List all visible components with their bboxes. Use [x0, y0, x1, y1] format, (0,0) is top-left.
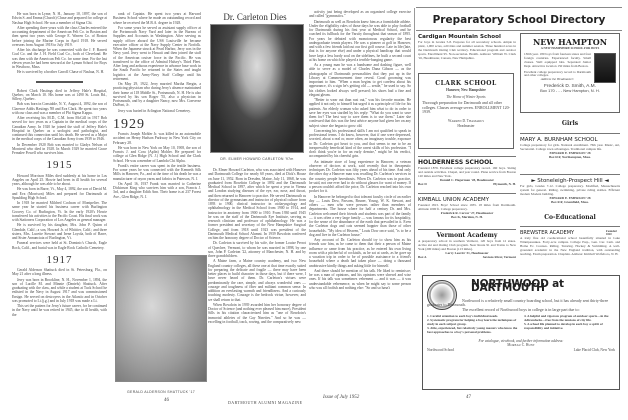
headmaster-name: Donald C. Hagerman '28, Headmaster: [439, 177, 495, 182]
school-name: NEW HAMPTON: [532, 37, 608, 47]
ad-body: Excellent college preparatory record to Dartmouth and other colleges.: [524, 69, 591, 78]
column-continued: [309, 10, 411, 291]
paragraph: Dartmouth as well as Bowdoin knew him as a formidable athlete. Under the eligibility rules of those days he was able to play football for Dartmouth during his first year at Medical School, and he coached its fullback for the Varsity throughout that season of 1895. For years he debated with monotonous regularity the best undergraduate tennis players. He was a pioneer at golf in Hanover, and with a few friends laid out our first golf course. Late in life (late, that is for anyone else) and under a physical handicap that would have kept a less hardy soul on the sidelines, he built a second court at his home on which he played a terrible-banging game.: [309, 19, 411, 62]
paragraph: Dr. Elmer Howard Carleton, who was associated with Hanover and Dartmouth College for nearly 60 years, died at Dick's House on June 11, 1952. Born in Dresden, Maine, July 11, 1868, he was graduated from Bowdoin College in 1892 and the Dartmouth Medical School in 1897, after which he spent a year in Vienna and London studying diseases of the eye, ear, nose, and throat, and then returned to Hanover to practice. He served Dartmouth as director of the gymnasium and instructor of physical culture from 1893 to 1900, clinical instructor in otolaryngology and ophthalmology in the Medical School from 1900 to 1914, and instructor in anatomy from 1900 to 1910. From 1930 until 1945 he was on the staff of the Dartmouth Eye Institute, serving as research clinician and professor of ophthalmology. He was a former president and secretary of the New Hampshire Surgical College, and from 1918 until 1923 was president of the Dartmouth Medical School Alumni. In 1939 Bowdoin conferred on him the honorary degree of Doctor of Science.: [208, 168, 306, 240]
tagline: The Home of Winter Sports: [446, 94, 486, 99]
issue-date: Issue of July 1952: [323, 395, 360, 400]
box: Box D: [418, 181, 427, 186]
intro: Northwood is a relatively small country boarding school, but it has already sent thirty-three graduates to Dartmouth.: [427, 298, 609, 308]
paragraph: Concerning his professional skills I am not qualified to speak in professional terms. I do know, however, that if one were depressed, worried, about a real or, more often, an imaginary trouble, exposure to Dr. Carleton got heart to you, and that seems to me to be an inexpressibly beneficial kind of the rarest skills of his profession. "I don't think you're in for an early demise," might be his verdict, accompanied by his cheerful grin.: [309, 128, 411, 159]
point: 4. A helpful and vigorous program of outdoor sports—in the Adirondacks—free from the tensions of city life.: [524, 314, 609, 323]
paragraph: "Better to wear out than rust out," was his favorite maxim. He applied it not only to himself but urged it as a principle of life for his patients. An elderly woman who asked him what to do in order to save her eyes was startled by his reply: "What do you want to save them for? The best way to save them is to use them." Later she confessed that this was the best advice anyone had given her on any subject since she began to grow old.: [309, 98, 411, 128]
paragraph: After spending three years with the class Charles entered the accounting department of the American Felt Co. in Boston and then spent two years with George E. Warren Co. of Boston before joining the Marine Corps in April 1918. He served overseas from August 1918 to July 1919.: [12, 25, 107, 47]
paragraph: In 1918 he married Mildred Cochran of Montpelier. The same year he started his business career with Burlington Grocery Co. of Burlington, Vt. In the early 1920's Howie transferred his activities to the Pacific Coast. His final work was with Stationers Corporation of Los Angeles as general manager.: [12, 201, 107, 222]
school-name: CLARK SCHOOL: [435, 80, 497, 87]
school-name: NORTHWOOD at DARTMOUTH: [471, 278, 564, 295]
headmaster-name: Frederick R. Carver '27, Headmaster: [440, 210, 494, 215]
paragraph: An intimate store of long experience in Hanover, a veteran observer of doctors at work, said recently that in therapeutic techniques Dr. Carleton was fifty years ahead of his time. And only the other day a Hanover man was recalling Dr. Carleton's services in the country people hereabouts. When Dr. Carleton was in practice, he said, not one ever had to do without glasses for want of money. If a person couldn't afford the price, Dr. Carleton reached into his own pocket for it.: [309, 159, 411, 194]
paragraph: He is survived by his daughter, Mrs. John P. Quinn of Glendale, Calif.; a son, Howard Jr. of Whittier, Calif.; and three sisters, Mrs. Lucette Stewart and Irene Loyola, both of Barre, and Sister Annunciata of Burlington, Vt.: [12, 223, 107, 240]
paragraph: Howard Morrison Miles died suddenly at his home in Los Angeles on April 25. Howie had been in ill health for several years, although he was able to be about.: [12, 173, 107, 186]
ad-body: 136th year. 180 boys from fourteen states and four foreign countries. Experienced faculty. Small classes. Well equipped labs. Separated Junior Dept. Attractive location 150 miles from Boston.: [524, 51, 591, 68]
paragraph: After his discharge he was connected with the J. F. Barrett Coal Co. and the J. H. Field Coal Co., both of Cleveland. He was then with the American Felt Co. for some time. For the last eleven years he had been steward at the Lyman School for Boys in Westboro, Mass.: [12, 48, 107, 69]
ad-body: For girls, Grades 7-12. College preparatory. Modified, Massachusetts system for general. Riding, swimming, private riding stables. Efficient modern Modern building.: [520, 184, 620, 196]
preparatory-school-directory: [416, 7, 622, 269]
ad-northwood: [422, 275, 620, 390]
paragraph: For some years he served as assistant supply officer at the Portsmouth Navy Yard and later in the Bureau of Supplies and Accounts in Washington. After serving as supply officer aboard the USS Louisville he became executive officer at the Navy Supply Center in Norfolk. When the Japanese struck at Pearl Harbor, Jerry was in the Navy yard. Jerry went to Hawaii and then joined the staff of the American cruiser force in the Pacific. He was transferred to the office of Admiral Halsey's Third Fleet. After long and arduous experience in advance base work in the South Pacific he returned to the States and taught logistics at the Army-Navy Staff College until his retirement.: [113, 25, 201, 81]
divider: [416, 30, 622, 31]
headmaster-name: EDWARD E. EMERSON '28: [549, 150, 591, 155]
class-year-heading: 1915: [46, 159, 73, 172]
divider: [36, 81, 84, 83]
paragraph: After receiving his M.D., C.M. from McGill in 1917 Bob served for two years as a Captain in the medical corps of the Canadian Army. In 1920 he joined the staff of Jeffery Hale's Hospital in Quebec as a urologist and pathologist, and continued this connection until his death. He served as a Major in the medical corps of the Canadian Army from 1939 to 1946.: [12, 116, 107, 142]
paragraph: Jerry was buried in Arlington National Cemetery.: [118, 108, 191, 113]
point: 3. Able, experienced, but relatively young masters who know the best approaches to a boy's personal problems.: [427, 325, 518, 334]
ad-brewster: [520, 226, 620, 257]
paragraph: Funeral services were held at St. Dominic's Church, Eagle Rock, Calif., and burial was in Eagle Rock Catholic Cemetery.: [12, 241, 107, 250]
ad-clark: [418, 73, 514, 149]
paragraph: Bob was born in Constable, N. Y., August 4, 1892, the son of Clarence Addis Hastings '88 and Eva Clark. He spent two years with our class and was a member of Phi Sigma Kappa.: [12, 102, 107, 115]
paragraph: On May 29, 1922, Jerry married Martha Bergin, a practicing physician who during Jerry's absence maintained their home at 118 Middle St., Portsmouth, N. H. He is also survived by his son Roger '55, also a physician in Portsmouth, and by a daughter Nancy, now Mrs. Converse DuPont, Jr.: [113, 82, 201, 108]
ad-new-hampton: [520, 33, 620, 113]
paragraph: Any account of Dr. Carleton should try to show him as his friends saw him, as he came to them that their a person of Maine influence or came from his practice, as he entered his own living room with a pitcherful of cocktails, as he sat at cards, as he gave up a vacation trip in order to be of possible assistance to a friend's household where a death had taken place — doing a thousand unobtrusive kindly things and asking little for himself.: [309, 238, 411, 268]
intro: The excellent record of Northwood boys in college is in large part due to:: [462, 306, 580, 312]
ad-body: For boys in Grades 5-8. Prepares for all secondary schools. Ample in plant, 1,000 acres, activities and summer session. Three hundred acres in the Dartmouth Outing Club territory. Educational program and outdoor sports. Enrollment 95. Non-sectarian. Health. Address: William W. Clark '16, Headmaster, Canaan, New Hampshire.: [418, 40, 516, 60]
point: 1. Careful attention to each boy's individual needs.: [427, 314, 499, 319]
paragraph: Robert Clark Hastings died in Jeffery Hale's Hospital, Quebec, on March 10. His home was at 1490 St. Louis Rd., Sillery, Quebec.: [12, 88, 107, 101]
box: Box 170 - - - New Hampton, N. H.: [540, 87, 600, 93]
photo-caption: DR. ELMER HOWARD CARLETON '97m: [220, 157, 294, 161]
headmaster-name: EDWARD E. EMERSON '28: [549, 195, 591, 200]
box: Box 61F, Greenfield, Mass.: [551, 199, 589, 204]
ad-body: A preparatory school in southern Vermont, 120 boys from 12 states. Active ski and Outing Club program. Near Route 91 and Trains to New York (200 miles) and Boston (113 miles).: [418, 239, 516, 251]
column-2: [113, 12, 201, 200]
box: Box 61F, Northampton, Mass.: [548, 154, 591, 159]
paragraph: Francis Joseph Mohler Jr. was killed in an automobile accident on Henry Hudson Parkway in New York City on February 28.: [113, 132, 201, 145]
column-3: [208, 168, 306, 325]
school: Northwood School: [427, 347, 455, 352]
ad-body: College preparatory for girls. National enrollment. 76th year. Music, Art, Secretarial. College town advantages. Traditional campus life.: [520, 143, 620, 151]
headmaster-name: Larry Leavitt '31, Headmaster: [445, 250, 489, 255]
ad-holderness: [418, 156, 516, 187]
article-title: Dr. Carleton Dies: [223, 12, 287, 22]
column-divider: [414, 8, 415, 270]
paragraph: On April 16, 1937 Frank was married to Catherine Dickinson King who survives him with a son, Francis J. 3rd, and a daughter Edith Ann. Their home is at 237 Forest Ave., Glen Ridge, N. J.: [113, 181, 201, 199]
shattuck-portrait-photo: [115, 255, 207, 382]
ad-body: Founded 1879. Excellent college preparatory record. 160 boys. Skiing and outside activities. Chapel, and year round. Plane service from Boston 120 miles and New York.: [418, 166, 516, 178]
school-name: Vermont Academy: [436, 232, 498, 239]
paragraph: Dr. Carleton is survived by his wife, the former Louise Perrot of Quechee, Vermont, to whom he was married in 1898, by one son, John P. Carleton '22, attorney of Manchester, N. H. and by three grandchildren.: [208, 241, 306, 258]
school-name: HOLDERNESS SCHOOL: [418, 159, 493, 166]
ad-stoneleigh: [520, 174, 620, 205]
school-name: MARY A. BURNHAM SCHOOL: [520, 137, 598, 143]
paragraph: In December 1920 Bob was married to Gladys Nelson of Montreal who died in 1928. In March 1929 he married Grace Fernalee Powell who survives him.: [12, 142, 107, 155]
page-number: 46: [164, 398, 169, 403]
founded: Founded 1820: [606, 230, 617, 236]
place: Plymouth, N. H.: [493, 181, 516, 186]
paragraph: Gerald Alderson Shattuck died in St. Petersburg, Fla., on May 21 after a long illness.: [12, 268, 107, 277]
paragraph: When Bowdoin in 1939 awarded him her honorary degree of Doctor of Science (and nothing ever pleased him more), President Sills in his citation characterized him as "one of Bowdoin's immortal athletes of the Gay Nineties." And so he was — excelling in football, track, rowing, and the comparatively new: [208, 302, 306, 324]
location: Hanover, New Hampshire: [446, 88, 486, 92]
paragraph: rank of Captain. He spent two years at Harvard Business School where he made an outstanding record and where he received the M.B.A. degree in 1928.: [113, 12, 201, 25]
ad-cardigan: [418, 33, 516, 61]
class-year-heading: 1917: [46, 253, 73, 266]
headmaster-name: Moreau C. Hunt: [507, 343, 535, 348]
school-name: ► Stoneleigh-Prospect Hill ◄: [531, 178, 609, 184]
paragraph: He was born in Lyme, N. H., January 10, 1897, the son of Edwin S. and Emma (Church) Chase and prepared for college at Nashua High School. He was a member of Sigma Chi.: [12, 12, 107, 25]
paragraph: Frank's entire career was spent in the textile business. For some years he was connected with the Kenneth Silk Mills in Hanover, Pa., and at the time of his death he was a manufacturer of rayon yarns and fabrics in Paterson, N. J.: [113, 163, 201, 181]
paragraph: And there should be mention of his talk. He liked to reminisce; he was a man of opinions, and his opinions were shrewd and wise ones. If his talk was sometimes vehement — and it was — it was understandable vehemence, as when he might say to some person who was all foolish and nothing else: "So and so hasn't: [309, 268, 411, 290]
headmaster-name: Frederick D. Smith, A.M.: [544, 83, 596, 89]
ad-mary-burnham: [520, 133, 620, 160]
column-1: [12, 12, 107, 318]
directory-title: Preparatory School Directory: [432, 14, 606, 26]
box: Box K, Meriden, N. H.: [451, 214, 483, 219]
headmaster-title: Headmaster: [457, 123, 475, 128]
paragraph: Jerry was born in Brookline, N. H., November 1, 1894, the son of Lucille M. and Minnie (Daniels) Shattuck. After graduating with the class, and while a student at Tuck School he enlisted in the Navy in August 1917 and was commissioned Ensign. He served on destroyers in the Atlantic and in October was promoted to Lt.(j.g.) and in July 1918 was made a Lt.: [12, 277, 107, 303]
school-name: KIMBALL UNION ACADEMY: [418, 197, 489, 203]
paragraph: activity just being developed as an organized college exercise and called "gymnastics.": [309, 10, 411, 19]
section-heading-girls: Girls: [561, 120, 579, 127]
class-year-heading: 1929: [113, 116, 145, 132]
paragraph: In Hanover he belonged to that tolerant faculty circle of an earlier day — Louis Dow, Parsons, Bruner, Young, W. K. Stewart, and others — men who were persons rather than members of departments. The house where for half a century Dr. and Mrs. Carleton welcomed their friends and students was part of the family — it was often a very large family — was famous for its hospitality, for the sense of the abundance of the earth that prevailed in it. Even the Carleton dogs and cats seemed happier than those of other households. "My idea of Heaven," Louis Dow once said, "is to be a dog and live in the Carleton house.": [309, 194, 411, 237]
subtitle: A NEW HAMPSHIRE SCHOOL FOR BOYS: [540, 46, 600, 50]
box: Box A: [418, 254, 427, 259]
ad-body: A truly fine old coeducational school beautifully situated in Lake Winnipesaukee. Forty-acre campus. College Prep., Gen. Cur. Cem. and Home Ec. Courses. Riding. Tutoring. Hockey & Swimming. A well-grounded academic in the New England tradition, with outstanding teaching. Exam preparation. Chaplain. Address: Kimball Wolfeboro, N. H.: [520, 236, 620, 256]
school-name: BREWSTER ACADEMY: [520, 230, 575, 236]
point: 2. Systematic program for helping a boy learn the techniques of study in each subject group.: [427, 318, 517, 327]
ad-vermont-academy: [418, 229, 516, 260]
point: 5. A school life planned to develop in each boy a spirit of responsibility and initiative.: [524, 322, 603, 330]
school-name: Cardigan Mountain School: [418, 34, 501, 40]
section-heading-coed: Co-Educational: [544, 214, 596, 221]
paragraph: As a young man he was a handsome and dashing figure, well able to serve as a model of Charles Dana Gibson — as the photographs of Dartmouth personalities that they put up in the Library at Commencement time reveal. Good grooming was important to him. "When a man begins to get careless about his appearance, it's a sign he's getting old — senile," he used to say. So his clothes looked always well pressed; his shoes had a fine and elegant gleam.: [309, 63, 411, 97]
address-line: Address the Headmaster:: [540, 77, 575, 82]
ad-body: Thorough preparation for Dartmouth and all other colleges. Classes average seven. ENROLLMENT 120-1939.: [422, 100, 511, 115]
place: Saxtons River, Vermont: [482, 254, 516, 259]
place: Lake Placid Club, New York: [573, 347, 615, 352]
paragraph: This set the pattern for Jerry's future career, for he continued in the Navy until he was retired in 1945, due to ill health, with the: [12, 304, 107, 317]
ad-body: Founded 1813. Boys' School since 1935. 18 miles from Dartmouth. Altitude 1000 ft. College preparatory.: [418, 203, 516, 211]
paragraph: He is survived by a brother Carroll Chase of Nashua, N. H.: [17, 70, 105, 75]
headmaster-name: Warren D. Thamarus: [448, 118, 484, 123]
contact-line: For catalogue, viewbook, and further information address:: [478, 338, 564, 343]
school-name-text: Stoneleigh-Prospect Hill: [537, 178, 603, 184]
photo-caption: GERALD ALDERSON SHATTUCK '17: [127, 390, 195, 394]
paragraph: He was born in Barre, Vt., May 4, 1892, the son of David M. and Eva (Morrison) Miles and prepared for Dartmouth at Spaulding High School.: [12, 187, 107, 200]
ad-kimball: [418, 193, 516, 220]
magazine-name: DARTMOUTH ALUMNI MAGAZINE: [228, 400, 303, 405]
school-tower-photo: [594, 53, 616, 83]
paragraph: He was born in New York on May 10, 1908, the son of Francis J. and Cora (Aplin) Mohler. He prepared for college at Glen Ridge (N. J.) High School and the Clark School. He was a member of Lambda Chi Alpha.: [113, 145, 201, 163]
carleton-portrait-photo: [210, 24, 304, 153]
page-number: 47: [466, 395, 471, 400]
paragraph: A Maine farm, a Maine country academy, and two New England country colleges, all these one at that time exactly suited for preparing the delicate and fragile — there may have been better places to build character in those days, but if there were, I have never heard of them. Dr. Carleton's virtues were predominantly the rare, simple, and always wonderful ones — courage and toughness of fiber and militant common sense. In addition an everlasting warmth and friendliness. And a curiously touching modesty. Courage is the bedrock virtue, however, and we shall return to that.: [208, 259, 306, 302]
